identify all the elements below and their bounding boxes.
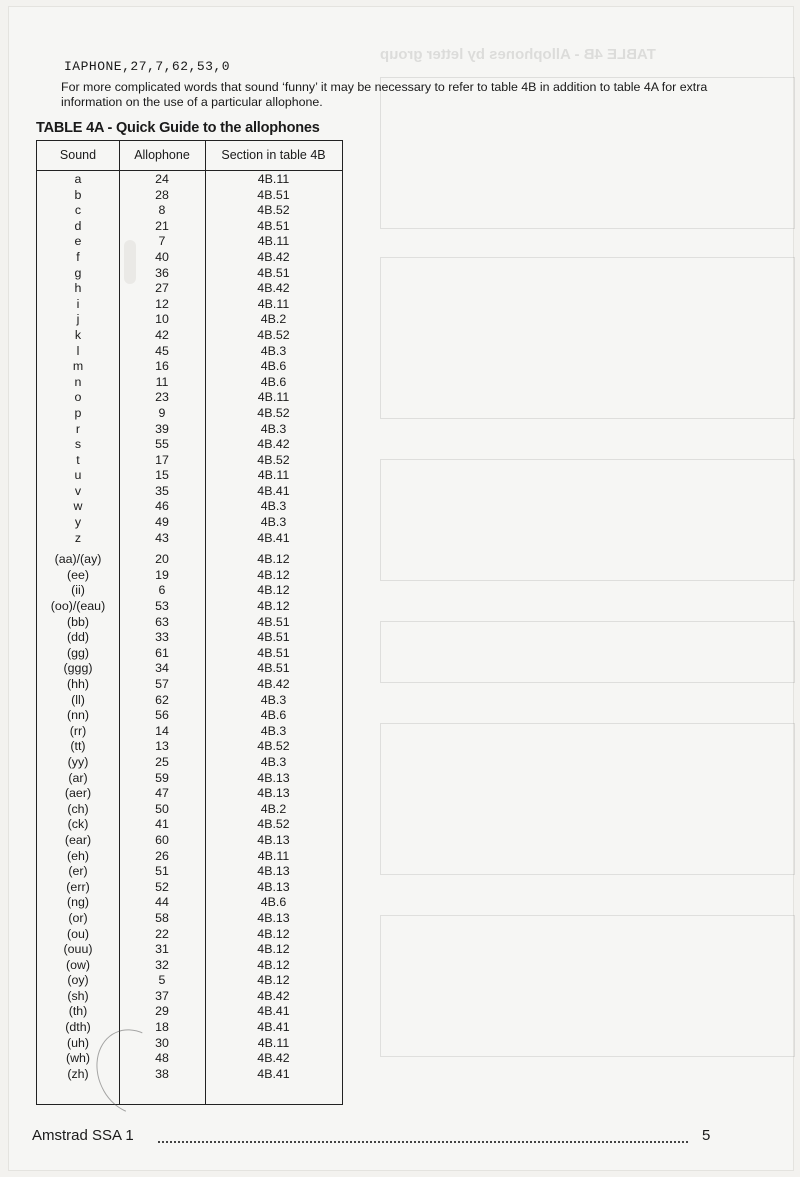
cell-section: 4B.6 [260, 895, 287, 910]
dot-leader [158, 1133, 688, 1143]
table-row [37, 1067, 342, 1083]
cell-allophone: 24 [155, 172, 169, 186]
cell-allophone: 62 [155, 692, 169, 707]
cell-sound: (ch) [67, 801, 89, 816]
cell-allophone: 57 [155, 677, 169, 691]
cell-section: 4B.42 [257, 437, 290, 452]
cell-section: 4B.3 [260, 343, 287, 358]
table-row [37, 484, 342, 500]
cell-allophone: 45 [155, 343, 169, 358]
cell-sound: (eh) [66, 848, 90, 863]
cell-sound: (oy) [67, 973, 89, 988]
cell-allophone: 29 [155, 1004, 169, 1019]
cell-sound: a [74, 172, 82, 186]
cell-section: 4B.12 [257, 583, 290, 598]
cell-section: 4B.41 [257, 1066, 290, 1081]
cell-sound: (err) [66, 879, 90, 894]
cell-sound: (tt) [70, 739, 86, 754]
table-row [37, 1051, 342, 1067]
cell-allophone: 12 [155, 296, 169, 311]
table-row [37, 973, 342, 989]
allophone-table [36, 140, 343, 1105]
cell-sound: (ow) [65, 957, 91, 972]
cell-section: 4B.52 [257, 452, 290, 467]
table-row [37, 880, 342, 896]
cell-section: 4B.11 [257, 468, 290, 483]
cell-allophone: 46 [155, 499, 169, 514]
table-row [37, 344, 342, 360]
cell-section: 4B.13 [257, 879, 290, 894]
cell-section: 4B.52 [257, 327, 290, 342]
cell-sound: p [74, 405, 82, 420]
cell-section: 4B.42 [257, 988, 290, 1003]
cell-sound: h [74, 281, 82, 296]
table-row [37, 219, 342, 235]
cell-allophone: 23 [155, 390, 169, 405]
table-row [37, 568, 342, 584]
cell-sound: (oo)/(eau) [50, 599, 106, 614]
cell-allophone: 59 [155, 770, 169, 785]
cell-section: 4B.42 [257, 249, 290, 264]
cell-section: 4B.11 [257, 172, 290, 186]
cell-sound: (ouu) [63, 942, 93, 957]
cell-sound: (yy) [67, 754, 89, 769]
cell-section: 4B.3 [260, 723, 287, 738]
cell-section: 4B.13 [257, 910, 290, 925]
cell-section: 4B.52 [257, 203, 290, 218]
table-row [37, 375, 342, 391]
cell-allophone: 10 [155, 312, 169, 327]
cell-allophone: 40 [155, 249, 169, 264]
table-row [37, 1020, 342, 1036]
table-row [37, 911, 342, 927]
cell-sound: (dd) [66, 630, 90, 645]
table-row [37, 583, 342, 599]
cell-sound: (nn) [66, 708, 90, 723]
cell-sound: (dth) [65, 1020, 91, 1035]
cell-section: 4B.41 [257, 1004, 290, 1019]
cell-sound: (uh) [66, 1035, 90, 1050]
table-row [37, 833, 342, 849]
cell-section: 4B.11 [257, 390, 290, 405]
cell-sound: l [76, 343, 80, 358]
cell-section: 4B.51 [257, 265, 290, 280]
table-row [37, 266, 342, 282]
table-row [37, 849, 342, 865]
cell-section: 4B.41 [257, 1020, 290, 1035]
cell-sound: (th) [68, 1004, 88, 1019]
table-row [37, 739, 342, 755]
cell-allophone: 61 [155, 645, 169, 660]
code-line: IAPHONE,27,7,62,53,0 [64, 59, 231, 74]
cell-sound: b [74, 187, 82, 202]
table-row [37, 234, 342, 250]
cell-section: 4B.11 [257, 848, 290, 863]
cell-sound: (gg) [66, 645, 90, 660]
cell-sound: (zh) [67, 1066, 89, 1081]
cell-sound: z [74, 530, 82, 545]
cell-sound: u [74, 468, 82, 483]
cell-section: 4B.6 [260, 359, 287, 374]
table-row [37, 615, 342, 631]
cell-section: 4B.3 [260, 754, 287, 769]
table-row [37, 172, 342, 188]
table-row [37, 693, 342, 709]
cell-sound: (sh) [67, 988, 89, 1003]
cell-allophone: 39 [155, 421, 169, 436]
cell-allophone: 52 [155, 879, 169, 894]
table-row [37, 630, 342, 646]
cell-sound: m [72, 359, 84, 374]
cell-sound: v [74, 483, 82, 498]
cell-section: 4B.6 [260, 708, 287, 723]
cell-section: 4B.51 [257, 661, 290, 676]
cell-allophone: 18 [155, 1020, 169, 1035]
footer-title: Amstrad SSA 1 [32, 1127, 134, 1144]
intro-paragraph: For more complicated words that sound ‘funny’ it may be necessary to refer to table 4B in addition to table 4A for extra information on the use of a particular allophone. [61, 80, 708, 109]
cell-allophone: 26 [155, 848, 169, 863]
cell-allophone: 17 [155, 452, 169, 467]
cell-allophone: 13 [155, 739, 169, 754]
cell-allophone: 8 [158, 203, 166, 218]
table-row [37, 1004, 342, 1020]
cell-section: 4B.42 [257, 1051, 290, 1066]
table-row [37, 281, 342, 297]
cell-allophone: 19 [155, 567, 169, 582]
cell-sound: o [74, 390, 82, 405]
table-row [37, 390, 342, 406]
table-row [37, 708, 342, 724]
header-allophone: Allophone [134, 148, 190, 162]
table-row [37, 1036, 342, 1052]
cell-section: 4B.2 [260, 801, 287, 816]
table-caption: TABLE 4A - Quick Guide to the allophones [36, 120, 320, 136]
cell-section: 4B.12 [257, 599, 290, 614]
table-row [37, 250, 342, 266]
cell-allophone: 32 [155, 957, 169, 972]
cell-allophone: 50 [155, 801, 169, 816]
cell-section: 4B.3 [260, 692, 287, 707]
table-row [37, 468, 342, 484]
cell-allophone: 21 [155, 218, 169, 233]
cell-sound: (hh) [66, 677, 90, 691]
table-row [37, 453, 342, 469]
cell-allophone: 60 [155, 832, 169, 847]
cell-section: 4B.11 [257, 1035, 290, 1050]
cell-sound: (aa)/(ay) [54, 552, 102, 567]
table-row [37, 552, 342, 568]
cell-sound: s [74, 437, 82, 452]
cell-allophone: 58 [155, 910, 169, 925]
cell-allophone: 55 [155, 437, 169, 452]
cell-section: 4B.11 [257, 296, 290, 311]
cell-section: 4B.51 [257, 218, 290, 233]
table-row [37, 188, 342, 204]
cell-sound: (or) [68, 910, 88, 925]
cell-section: 4B.51 [257, 614, 290, 629]
cell-allophone: 20 [155, 552, 169, 567]
cell-section: 4B.12 [257, 973, 290, 988]
cell-section: 4B.3 [260, 499, 287, 514]
cell-sound: k [74, 327, 82, 342]
cell-sound: (ck) [67, 817, 89, 832]
cell-sound: d [74, 218, 82, 233]
table-row [37, 942, 342, 958]
table-row [37, 771, 342, 787]
cell-sound: e [74, 234, 82, 249]
cell-sound: c [74, 203, 82, 218]
cell-sound: (ear) [64, 832, 92, 847]
cell-sound: y [74, 515, 82, 530]
cell-section: 4B.52 [257, 405, 290, 420]
cell-sound: (aer) [64, 786, 92, 801]
cell-sound: (rr) [69, 723, 87, 738]
cell-allophone: 48 [155, 1051, 169, 1066]
cell-section: 4B.11 [257, 234, 290, 249]
cell-allophone: 47 [155, 786, 169, 801]
table-row [37, 312, 342, 328]
cell-allophone: 7 [158, 234, 166, 249]
table-body [37, 172, 342, 1082]
page-number: 5 [702, 1127, 711, 1144]
cell-section: 4B.3 [260, 421, 287, 436]
cell-allophone: 35 [155, 483, 169, 498]
cell-section: 4B.12 [257, 957, 290, 972]
cell-allophone: 9 [158, 405, 166, 420]
cell-section: 4B.51 [257, 187, 290, 202]
cell-allophone: 34 [155, 661, 169, 676]
cell-allophone: 56 [155, 708, 169, 723]
table-row [37, 437, 342, 453]
cell-allophone: 28 [155, 187, 169, 202]
cell-section: 4B.2 [260, 312, 287, 327]
cell-allophone: 38 [155, 1066, 169, 1081]
table-row [37, 406, 342, 422]
cell-section: 4B.41 [257, 530, 290, 545]
cell-sound: (ggg) [63, 661, 93, 676]
table-row [37, 599, 342, 615]
cell-sound: r [75, 421, 81, 436]
cell-section: 4B.41 [257, 483, 290, 498]
cell-sound: f [76, 249, 80, 264]
cell-allophone: 51 [155, 864, 169, 879]
cell-section: 4B.12 [257, 926, 290, 941]
cell-allophone: 42 [155, 327, 169, 342]
cell-sound: (bb) [66, 614, 90, 629]
cell-allophone: 37 [155, 988, 169, 1003]
cell-sound: j [76, 312, 80, 327]
cell-allophone: 53 [155, 599, 169, 614]
table-row [37, 203, 342, 219]
cell-allophone: 27 [155, 281, 169, 296]
cell-section: 4B.13 [257, 832, 290, 847]
table-row [37, 661, 342, 677]
cell-section: 4B.12 [257, 942, 290, 957]
cell-sound: (ng) [66, 895, 90, 910]
cell-allophone: 5 [158, 973, 166, 988]
page-footer [32, 1127, 724, 1144]
bleed-through: TABLE 4B - Allophones by letter group [380, 46, 795, 1146]
cell-section: 4B.52 [257, 739, 290, 754]
cell-sound: (ar) [68, 770, 88, 785]
table-row [37, 724, 342, 740]
cell-section: 4B.12 [257, 552, 290, 567]
cell-allophone: 43 [155, 530, 169, 545]
cell-section: 4B.51 [257, 630, 290, 645]
table-row [37, 515, 342, 531]
cell-section: 4B.42 [257, 677, 290, 691]
table-row [37, 646, 342, 662]
cell-allophone: 63 [155, 614, 169, 629]
cell-allophone: 49 [155, 515, 169, 530]
table-row [37, 817, 342, 833]
cell-allophone: 30 [155, 1035, 169, 1050]
cell-sound: g [74, 265, 82, 280]
table-row [37, 864, 342, 880]
cell-section: 4B.12 [257, 567, 290, 582]
cell-sound: (ii) [71, 583, 85, 598]
table-row [37, 755, 342, 771]
cell-sound: (ee) [66, 567, 90, 582]
cell-sound: (er) [68, 864, 88, 879]
cell-sound: (ll) [71, 692, 85, 707]
table-row [37, 895, 342, 911]
cell-allophone: 11 [155, 374, 169, 389]
table-row [37, 989, 342, 1005]
cell-allophone: 44 [155, 895, 169, 910]
cell-section: 4B.3 [260, 515, 287, 530]
cell-allophone: 16 [155, 359, 169, 374]
cell-allophone: 36 [155, 265, 169, 280]
cell-sound: i [76, 296, 80, 311]
cell-sound: w [73, 499, 83, 514]
table-row [37, 802, 342, 818]
table-row [37, 422, 342, 438]
table-row [37, 786, 342, 802]
cell-sound: (ou) [66, 926, 90, 941]
cell-sound: n [74, 374, 82, 389]
cell-allophone: 33 [155, 630, 169, 645]
cell-allophone: 41 [155, 817, 169, 832]
table-row [37, 927, 342, 943]
table-row [37, 328, 342, 344]
table-row [37, 499, 342, 515]
cell-section: 4B.52 [257, 817, 290, 832]
cell-section: 4B.13 [257, 786, 290, 801]
cell-section: 4B.42 [257, 281, 290, 296]
table-row [37, 359, 342, 375]
paper-scuff [124, 240, 136, 284]
table-row [37, 531, 342, 547]
cell-sound: t [76, 452, 80, 467]
cell-allophone: 14 [155, 723, 169, 738]
cell-allophone: 25 [155, 754, 169, 769]
cell-section: 4B.13 [257, 864, 290, 879]
header-section: Section in table 4B [221, 148, 326, 162]
table-row [37, 297, 342, 313]
cell-allophone: 22 [155, 926, 169, 941]
cell-section: 4B.13 [257, 770, 290, 785]
cell-section: 4B.51 [257, 645, 290, 660]
table-row [37, 958, 342, 974]
cell-allophone: 31 [155, 942, 169, 957]
cell-section: 4B.6 [260, 374, 287, 389]
cell-sound: (wh) [65, 1051, 91, 1066]
table-row [37, 677, 342, 693]
cell-allophone: 15 [155, 468, 169, 483]
header-sound: Sound [59, 148, 97, 162]
cell-allophone: 6 [158, 583, 166, 598]
